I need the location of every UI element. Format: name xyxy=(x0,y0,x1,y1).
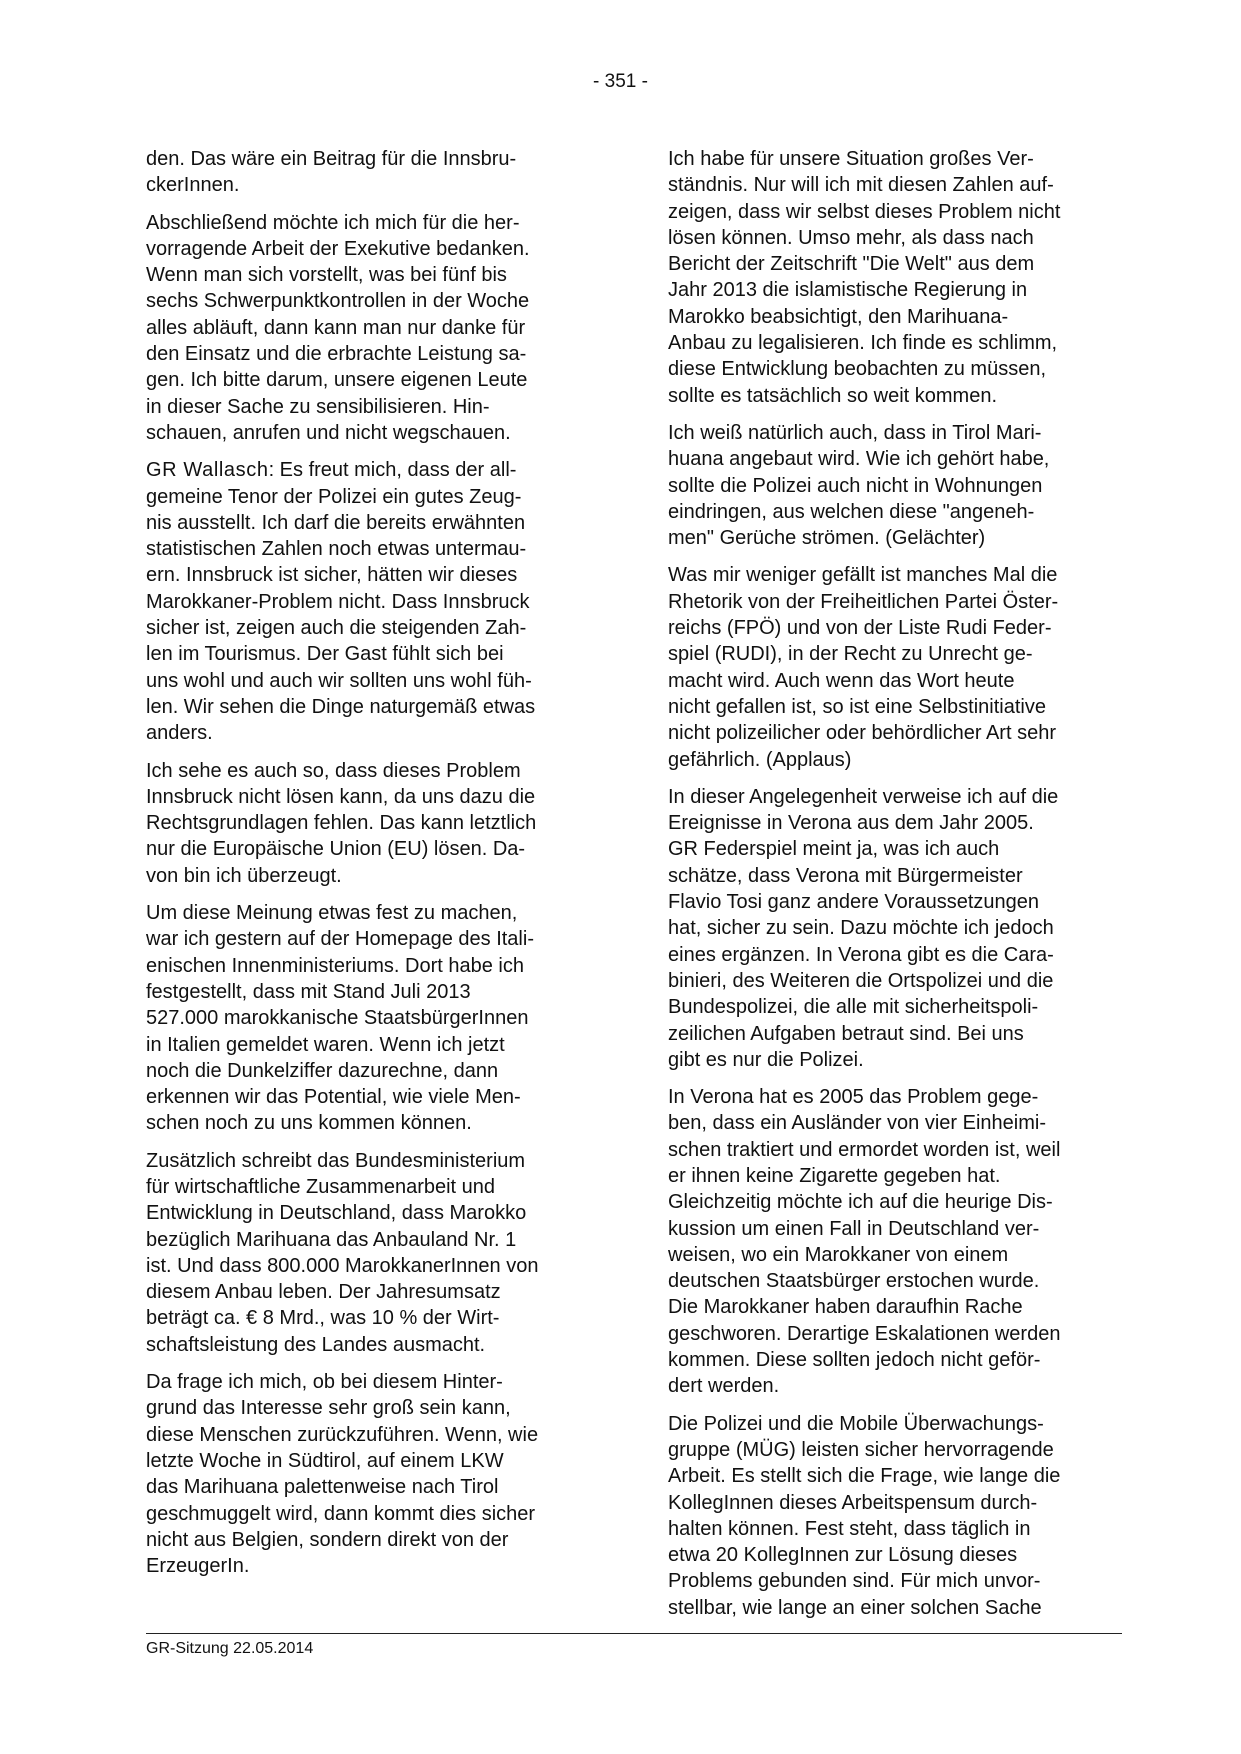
speaker-paragraph xyxy=(146,457,598,746)
speaker-name: GR Wallasch xyxy=(146,459,269,482)
left-column xyxy=(146,146,598,1590)
paragraph: In dieser Angelegenheit verweise ich auf die Ereignisse in Verona aus dem Jahr 2005. GR Federspiel meint ja, was ich auch schätze, dass Verona mit Bürgermeister Flavio Tosi ganz andere Voraussetzungen hat, sicher zu sein. Dazu möchte ich jedoch eines ergänzen. In Verona gibt es die Cara- binieri, des Weiteren die Ortspolizei und die Bundespolizei, die alle mit sicherheitspoli- zeilichen Aufgaben betraut sind. Bei uns gibt es nur die Polizei. xyxy=(668,785,1059,1071)
footer-divider xyxy=(146,1633,1122,1634)
speaker-text: : Es freut mich, dass der all- gemeine Tenor der Polizei ein gutes Zeug- nis ausstellt. Ich darf die bereits erwähnten statistischen Zahlen noch etwas untermau- ern. Innsbruck ist sicher, hätten wir dieses Marokkaner-Problem nicht. Dass Innsbruck sicher ist, zeigen auch die steigenden Zah- len im Tourismus. Der Gast fühlt sich bei uns wohl und auch wir sollten uns wohl füh- len. Wir sehen die Dinge naturgemäß etwas anders. xyxy=(146,459,536,745)
paragraph: Zusätzlich schreibt das Bundesministerium für wirtschaftliche Zusammenarbeit und Entwicklung in Deutschland, dass Marokko bezüglich Marihuana das Anbauland Nr. 1 ist. Und dass 800.000 MarokkanerInnen von diesem Anbau leben. Der Jahresumsatz beträgt ca. € 8 Mrd., was 10 % der Wirt- schaftsleistung des Landes ausmacht. xyxy=(146,1149,539,1356)
paragraph: Um diese Meinung etwas fest zu machen, war ich gestern auf der Homepage des Itali- enischen Innenministeriums. Dort habe ich festgestellt, dass mit Stand Juli 2013 527.000 marokkanische StaatsbürgerInnen in Italien gemeldet waren. Wenn ich jetzt noch die Dunkelziffer dazurechne, dann erkennen wir das Potential, wie viele Men- schen noch zu uns kommen können. xyxy=(146,902,534,1135)
paragraph: Ich habe für unsere Situation großes Ver- ständnis. Nur will ich mit diesen Zahlen auf- zeigen, dass wir selbst dieses Problem nicht lösen können. Umso mehr, als dass nach Bericht der Zeitschrift "Die Welt" aus dem Jahr 2013 die islamistische Regierung in Marokko beabsichtigt, den Marihuana- Anbau zu legalisieren. Ich finde es schlimm, diese Entwicklung beobachten zu müssen, sollte es tatsächlich so weit kommen. xyxy=(668,148,1061,407)
page-number: - 351 - xyxy=(593,71,648,92)
right-column xyxy=(668,146,1120,1632)
paragraph: Da frage ich mich, ob bei diesem Hinter- grund das Interesse sehr groß sein kann, diese Menschen zurückzuführen. Wenn, wie letzte Woche in Südtirol, auf einem LKW das Marihuana palettenweise nach Tirol geschmuggelt wird, dann kommt dies sicher nicht aus Belgien, sondern direkt von der ErzeugerIn. xyxy=(146,1371,539,1578)
paragraph: den. Das wäre ein Beitrag für die Innsbru- ckerInnen. xyxy=(146,148,517,197)
paragraph: In Verona hat es 2005 das Problem gege- ben, dass ein Ausländer von vier Einheimi- schen traktiert und ermordet worden ist, weil er ihnen keine Zigarette gegeben hat. Gleichzeitig möchte ich auf die heurige Dis- kussion um einen Fall in Deutschland ver- weisen, wo ein Marokkaner von einem deutschen Staatsbürger erstochen wurde. Die Marokkaner haben daraufhin Rache geschworen. Derartige Eskalationen werden kommen. Diese sollten jedoch nicht geför- dert werden. xyxy=(668,1086,1061,1398)
paragraph: Die Polizei und die Mobile Überwachungs- gruppe (MÜG) leisten sicher hervorragende Arbeit. Es stellt sich die Frage, wie lange die KollegInnen dieses Arbeitspensum durch- halten können. Fest steht, dass täglich in etwa 20 KollegInnen zur Lösung dieses Problems gebunden sind. Für mich unvor- stellbar, wie lange an einer solchen Sache xyxy=(668,1412,1061,1619)
paragraph: Ich weiß natürlich auch, dass in Tirol Mari- huana angebaut wird. Wie ich gehört habe, sollte die Polizei auch nicht in Wohnungen eindringen, aus welchen diese "angeneh- men" Gerüche strömen. (Gelächter) xyxy=(668,421,1050,550)
paragraph: Ich sehe es auch so, dass dieses Problem Innsbruck nicht lösen kann, da uns dazu die Rechtsgrundlagen fehlen. Das kann letztlich nur die Europäische Union (EU) lösen. Da- von bin ich überzeugt. xyxy=(146,759,537,887)
footer-session-date: GR-Sitzung 22.05.2014 xyxy=(146,1640,314,1657)
paragraph: Was mir weniger gefällt ist manches Mal die Rhetorik von der Freiheitlichen Partei Öster- reichs (FPÖ) und von der Liste Rudi Feder- spiel (RUDI), in der Recht zu Unrecht ge- macht wird. Auch wenn das Wort heute nicht gefallen ist, so ist eine Selbstinitiative nicht polizeilicher oder behördlicher Art sehr gefährlich. (Applaus) xyxy=(668,564,1059,771)
paragraph: Abschließend möchte ich mich für die her- vorragende Arbeit der Exekutive bedanken. Wenn man sich vorstellt, was bei fünf bis sechs Schwerpunktkontrollen in der Woche alles abläuft, dann kann man nur danke für den Einsatz und die erbrachte Leistung sa- gen. Ich bitte darum, unsere eigenen Leute in dieser Sache zu sensibilisieren. Hin- schauen, anrufen und nicht wegschauen. xyxy=(146,211,530,444)
